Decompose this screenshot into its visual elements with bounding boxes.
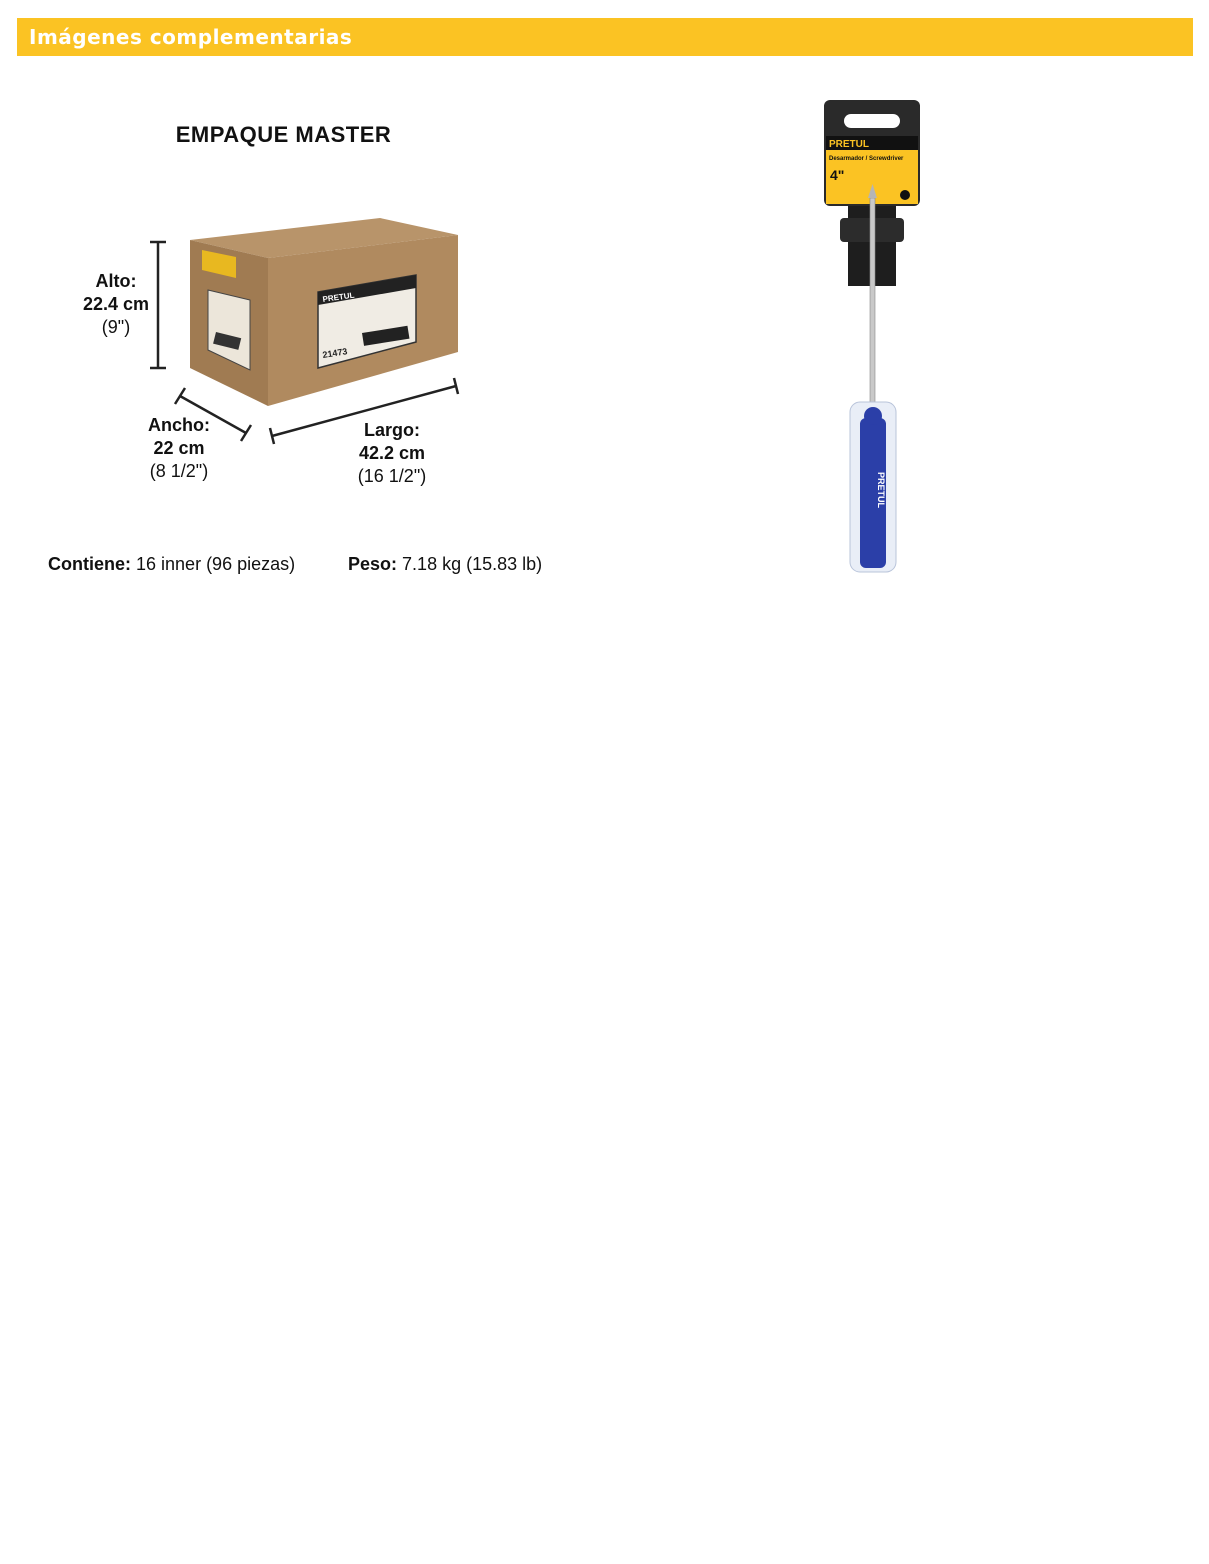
largo-value: 42.2 cm bbox=[358, 443, 426, 463]
alto-dimension bbox=[76, 270, 156, 339]
weight-value: 7.18 kg (15.83 lb) bbox=[402, 554, 543, 574]
ancho-imperial: (8 1/2") bbox=[149, 461, 209, 481]
largo-label: Largo: bbox=[364, 420, 420, 440]
box-label-brand: PRETUL bbox=[322, 290, 355, 304]
largo-dimension bbox=[347, 419, 437, 488]
contains-label: Contiene: bbox=[48, 554, 131, 574]
weight-info bbox=[348, 554, 542, 575]
contains-value: 16 inner (96 piezas) bbox=[136, 554, 296, 574]
section-header bbox=[17, 18, 1193, 56]
card-title: Desarmador / Screwdriver bbox=[829, 156, 904, 162]
screwdriver-shaft bbox=[870, 198, 875, 410]
weight-label: Peso: bbox=[348, 554, 398, 574]
handle-brand: PRETUL bbox=[876, 472, 886, 508]
master-pack-panel bbox=[40, 100, 560, 600]
alto-imperial: (9") bbox=[101, 317, 131, 337]
master-pack-title: EMPAQUE MASTER bbox=[175, 122, 392, 147]
box-label-code: 21473 bbox=[321, 346, 349, 360]
ancho-dimension bbox=[134, 414, 224, 483]
product-image bbox=[810, 98, 930, 578]
alto-value: 22.4 cm bbox=[82, 294, 150, 314]
card-hang-hole bbox=[844, 114, 900, 128]
card-brand: PRETUL bbox=[829, 139, 869, 150]
phillips-icon bbox=[900, 190, 910, 200]
screwdriver-illustration bbox=[810, 98, 930, 578]
alto-label: Alto: bbox=[95, 271, 137, 291]
ancho-value: 22 cm bbox=[153, 438, 205, 458]
card-size: 4" bbox=[830, 167, 845, 183]
handle-cap bbox=[864, 407, 882, 425]
ancho-label: Ancho: bbox=[148, 415, 210, 435]
contains-info bbox=[48, 554, 295, 575]
largo-imperial: (16 1/2") bbox=[357, 466, 427, 486]
section-title: Imágenes complementarias bbox=[29, 25, 353, 49]
